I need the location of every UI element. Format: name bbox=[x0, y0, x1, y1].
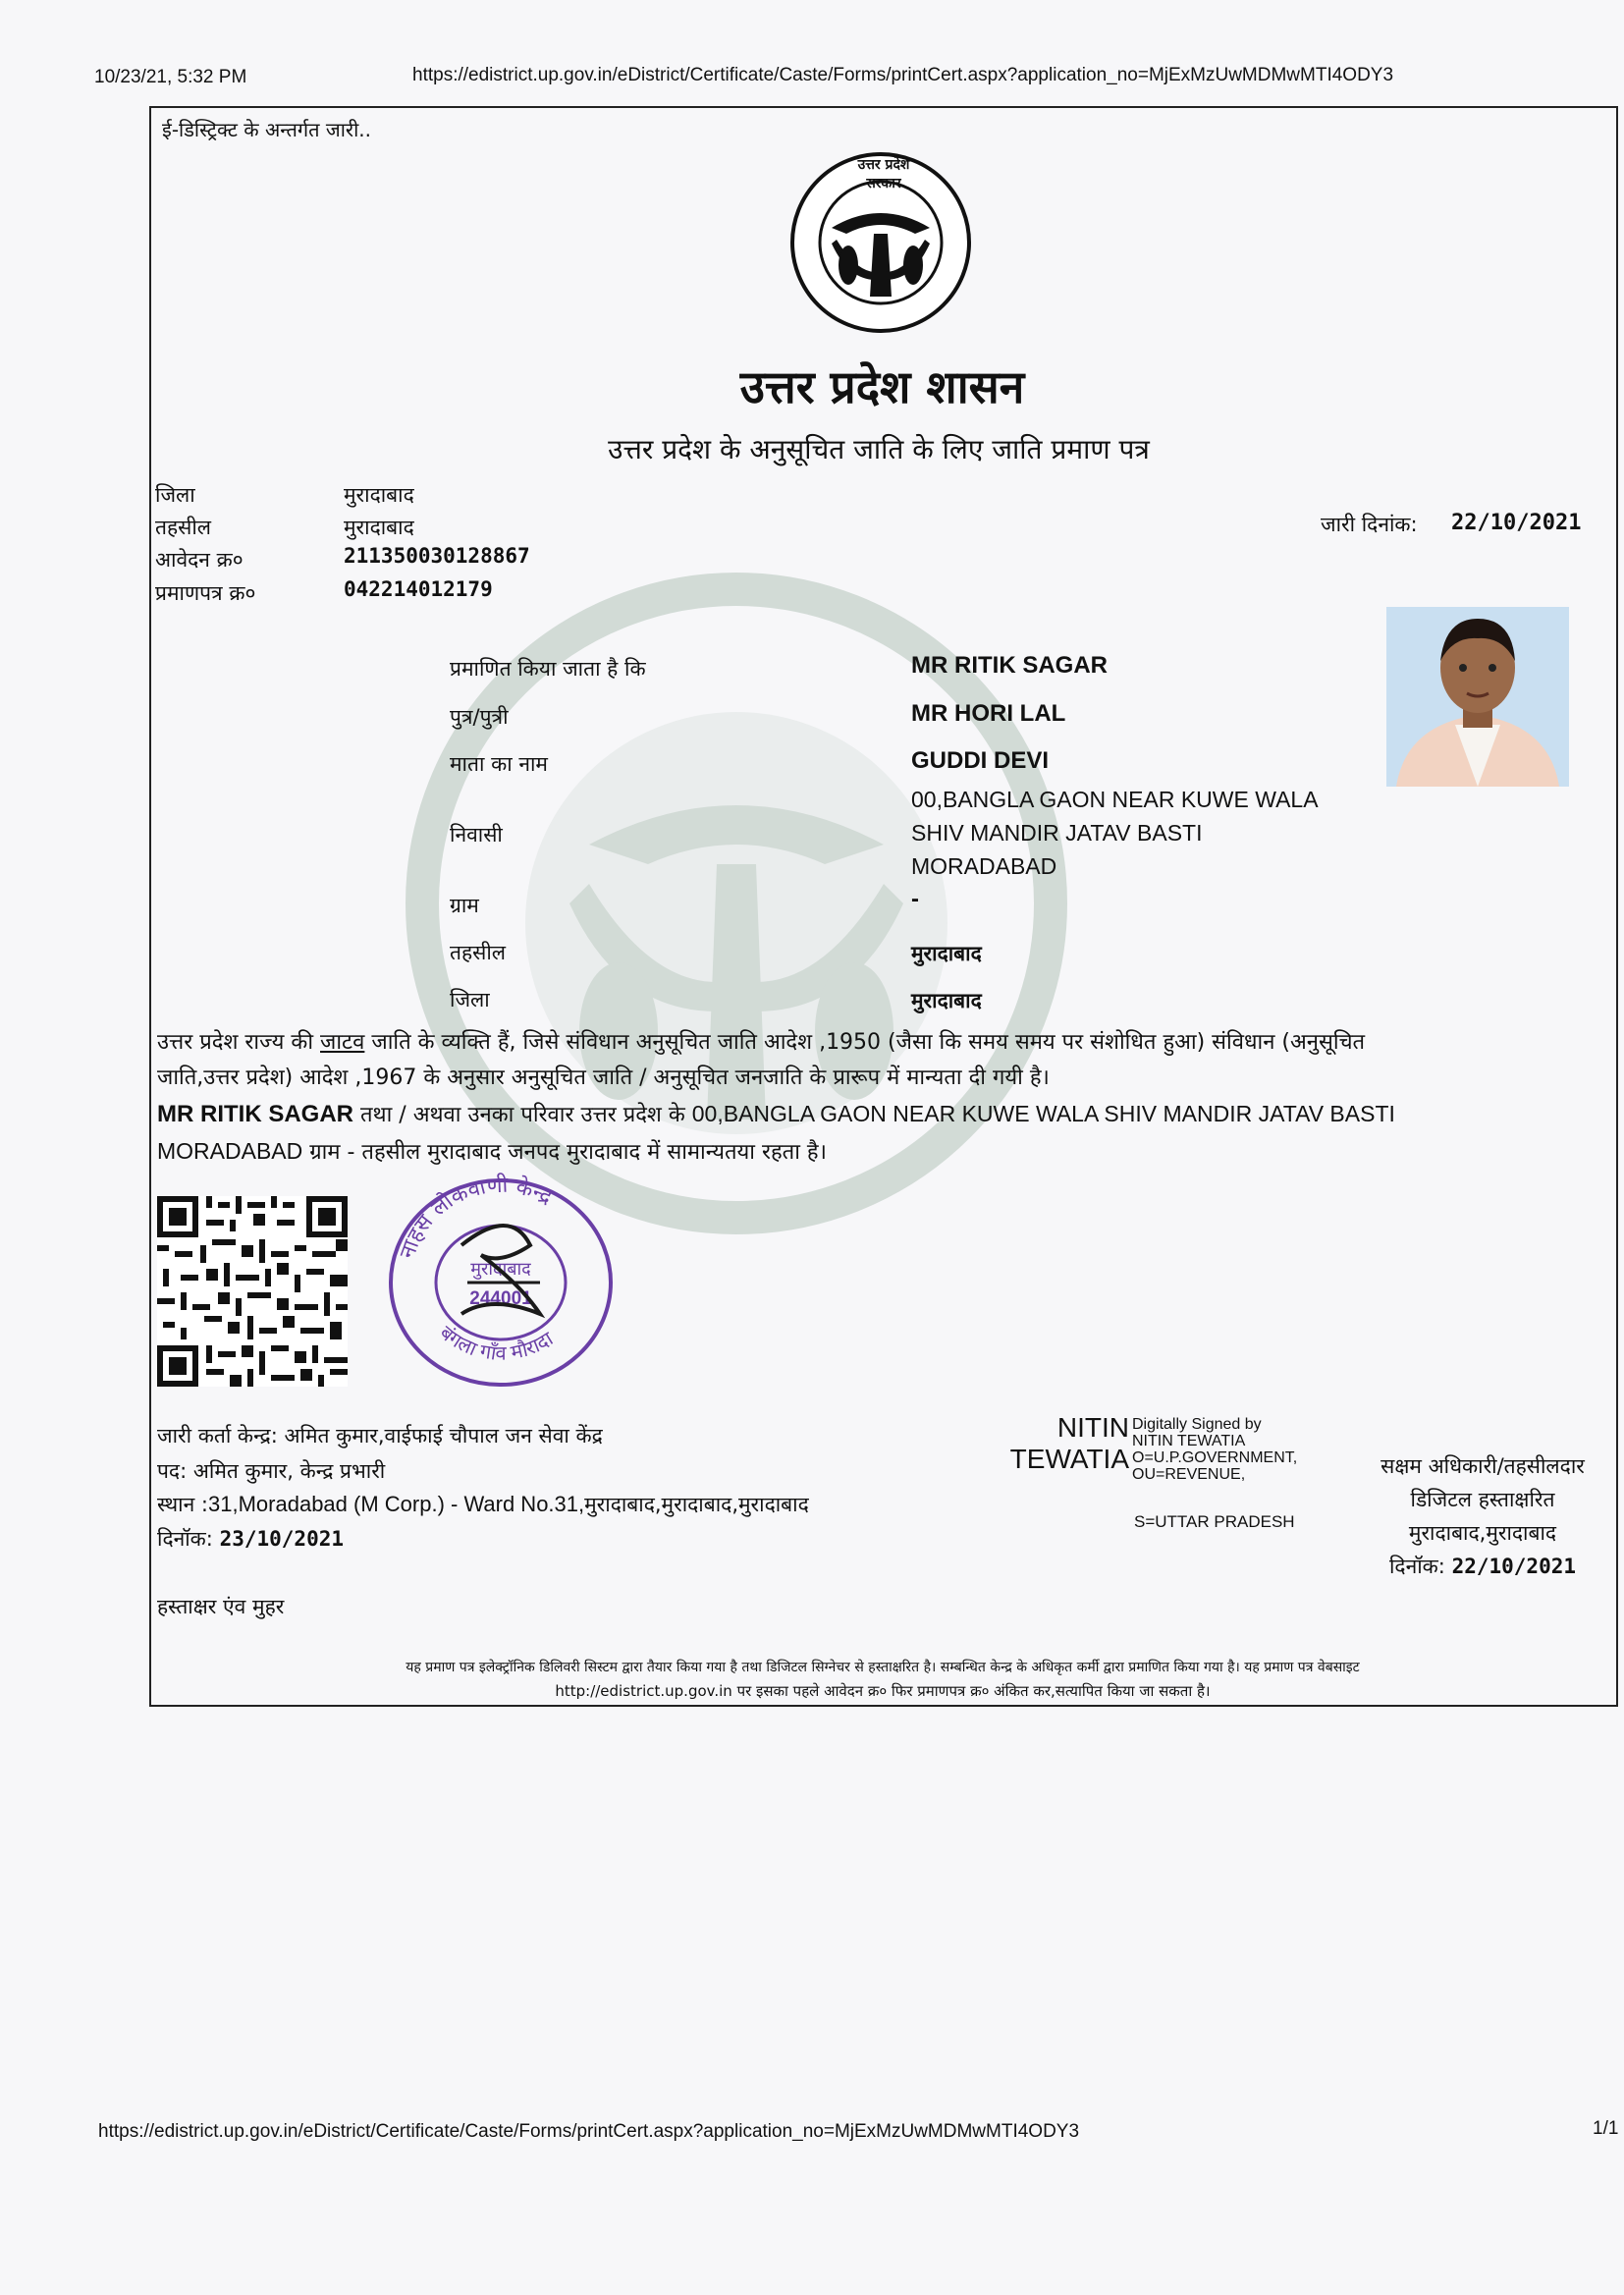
father-name: MR HORI LAL bbox=[911, 700, 1066, 727]
paragraph-line4-en: MORADABAD bbox=[157, 1138, 303, 1164]
applicant-name: MR RITIK SAGAR bbox=[911, 652, 1108, 679]
mother-label: माता का नाम bbox=[450, 752, 548, 776]
print-page-count: 1/1 bbox=[1593, 2118, 1619, 2139]
signed-by-line1: Digitally Signed by bbox=[1132, 1416, 1262, 1433]
village-value: - bbox=[911, 886, 919, 912]
issue-date-label: जारी दिनांक: bbox=[1321, 513, 1418, 536]
application-no-value: 211350030128867 bbox=[344, 544, 530, 568]
digital-signature-block bbox=[1132, 1416, 1297, 1483]
address-line2: SHIV MANDIR JATAV BASTI bbox=[911, 820, 1203, 846]
tehsil-value: मुरादाबाद bbox=[344, 516, 414, 539]
paragraph-line1-a: उत्तर प्रदेश राज्य की bbox=[157, 1030, 321, 1055]
tehsil-label: तहसील bbox=[155, 516, 211, 539]
issuer-place-en: 31,Moradabad (M Corp.) - Ward No.31, bbox=[208, 1492, 585, 1516]
person-tehsil-value: मुरादाबाद bbox=[911, 942, 982, 965]
issuer-date bbox=[157, 1525, 344, 1553]
address-line1: 00,BANGLA GAON NEAR KUWE WALA bbox=[911, 787, 1319, 812]
authority-digital-signed: डिजिटल हस्ताक्षरित bbox=[1410, 1488, 1555, 1511]
application-no-label: आवेदन क्र० bbox=[155, 548, 244, 572]
applicant-photo bbox=[1386, 607, 1569, 787]
issuer-place bbox=[157, 1491, 809, 1518]
footer-note-line1: यह प्रमाण पत्र इलेक्ट्रॉनिक डिलिवरी सिस्टम द्वारा तैयार किया गया है तथा डिजिटल सिग्नेचर से हस्ताक्षरित है। सम्बन्धित केन्द्र के अधिकृत कर्मी द्वारा प्रमाणित किया गया है। यह प्रमाण पत्र वेबसाइट bbox=[406, 1660, 1360, 1675]
seal-ring-bottom-text: बंगला गाँव मौरादा bbox=[435, 1320, 558, 1365]
authority-title: सक्षम अधिकारी/तहसीलदार bbox=[1380, 1454, 1585, 1478]
signature-ou: OU=REVENUE, bbox=[1132, 1466, 1246, 1483]
mother-name: GUDDI DEVI bbox=[911, 747, 1050, 774]
paragraph-line4 bbox=[157, 1133, 1600, 1171]
signature-seal-label: हस्ताक्षर एंव मुहर bbox=[157, 1595, 285, 1618]
print-url-bottom[interactable]: https://edistrict.up.gov.in/eDistrict/Certificate/Caste/Forms/printCert.aspx?application_no=MjExMzUwMDMwMTI4ODY3 bbox=[98, 2121, 1080, 2142]
page-title: उत्तर प्रदेश शासन bbox=[739, 360, 1025, 413]
paragraph-name: MR RITIK SAGAR bbox=[157, 1101, 353, 1127]
resident-label: निवासी bbox=[450, 823, 503, 847]
certificate-no-value: 042214012179 bbox=[344, 577, 493, 601]
issuer-post-value: अमित कुमार, केन्द्र प्रभारी bbox=[192, 1459, 386, 1483]
issuer-place-label: स्थान : bbox=[157, 1493, 209, 1516]
person-district-label: जिला bbox=[450, 988, 490, 1011]
issuer-center-value: अमित कुमार,वाईफाई चौपाल जन सेवा केंद्र bbox=[284, 1424, 603, 1448]
village-label: ग्राम bbox=[450, 894, 479, 917]
paragraph-line2: जाति,उत्तर प्रदेश) आदेश ,1967 के अनुसार अनुसूचित जाति / अनुसूचित जनजाति के प्रारूप में मान्यता दी गयी है। bbox=[157, 1066, 1050, 1090]
signature-state: S=UTTAR PRADESH bbox=[1134, 1512, 1295, 1531]
certificate-no-label: प्रमाणपत्र क्र० bbox=[155, 581, 256, 605]
signer-name-large bbox=[998, 1412, 1129, 1475]
certified-label: प्रमाणित किया जाता है कि bbox=[450, 657, 646, 681]
issuer-center bbox=[157, 1422, 603, 1449]
issuer-date-value: 23/10/2021 bbox=[219, 1527, 345, 1551]
signed-by-line2: NITIN TEWATIA bbox=[1132, 1433, 1246, 1449]
paragraph-line4-hi: ग्राम - तहसील मुरादाबाद जनपद मुरादाबाद में सामान्यतया रहता है। bbox=[302, 1140, 827, 1165]
paragraph-line1 bbox=[157, 1025, 1600, 1061]
signer-name-line2: TEWATIA bbox=[1009, 1444, 1129, 1474]
father-label: पुत्र/पुत्री bbox=[450, 705, 509, 729]
footer-note-line2: http://edistrict.up.gov.in पर इसका पहले आवेदन क्र० फिर प्रमाणपत्र क्र० अंकित कर,सत्यापित किया जा सकता है। bbox=[555, 1682, 1211, 1700]
center-seal-stamp bbox=[383, 1167, 619, 1389]
certificate-footer-note bbox=[157, 1656, 1608, 1703]
district-value: मुरादाबाद bbox=[344, 483, 414, 507]
issuer-post-label: पद: bbox=[157, 1459, 188, 1483]
paragraph-line1-b: जाति के व्यक्ति हैं, जिसे संविधान अनुसूचित जाति आदेश ,1950 (जैसा कि समय समय पर संशोधित हुआ) संविधान (अनुसूचित bbox=[364, 1030, 1366, 1055]
issuer-post bbox=[157, 1457, 385, 1485]
print-datetime: 10/23/21, 5:32 PM bbox=[94, 67, 247, 87]
seal-center-pin: 244001 bbox=[469, 1288, 532, 1309]
issuer-center-label: जारी कर्ता केन्द्र: bbox=[157, 1424, 278, 1448]
caste-name: जाटव bbox=[320, 1030, 365, 1055]
issue-date-value: 22/10/2021 bbox=[1451, 511, 1582, 535]
signer-name-line1: NITIN bbox=[1056, 1412, 1129, 1443]
signature-org: O=U.P.GOVERNMENT, bbox=[1132, 1449, 1298, 1466]
page-subtitle: उत्तर प्रदेश के अनुसूचित जाति के लिए जाति प्रमाण पत्र bbox=[608, 433, 1150, 465]
seal-ring-top-text: नाहस लोकवाणी केन्द्र bbox=[395, 1173, 557, 1263]
paragraph-line3 bbox=[157, 1096, 1600, 1133]
emblem-text: उत्तर प्रदेश सरकार bbox=[857, 157, 910, 191]
authority-block bbox=[1355, 1449, 1610, 1583]
address-line3: MORADABAD bbox=[911, 853, 1057, 879]
issued-under-text: ई-डिस्ट्रिक्ट के अन्तर्गत जारी.. bbox=[162, 118, 371, 141]
issuer-date-label: दिनॉक: bbox=[157, 1527, 213, 1551]
issuer-place-hi: मुरादाबाद,मुरादाबाद,मुरादाबाद bbox=[584, 1493, 809, 1516]
authority-date-value: 22/10/2021 bbox=[1451, 1555, 1576, 1578]
person-tehsil-label: तहसील bbox=[450, 941, 506, 964]
seal-center-city: मुरादाबाद bbox=[470, 1259, 531, 1280]
person-district-value: मुरादाबाद bbox=[911, 989, 982, 1012]
print-url-top[interactable]: https://edistrict.up.gov.in/eDistrict/Certificate/Caste/Forms/printCert.aspx?application_no=MjExMzUwMDMwMTI4ODY3 bbox=[412, 65, 1394, 85]
paragraph-line3-hi: तथा / अथवा उनका परिवार उत्तर प्रदेश के bbox=[353, 1103, 692, 1127]
verification-qr-code bbox=[157, 1196, 348, 1387]
authority-date-label: दिनॉक: bbox=[1388, 1555, 1445, 1578]
paragraph-line3-en: 00,BANGLA GAON NEAR KUWE WALA SHIV MANDIR JATAV BASTI bbox=[691, 1101, 1395, 1126]
authority-date bbox=[1355, 1550, 1610, 1583]
district-label: जिला bbox=[155, 483, 195, 507]
authority-location: मुरादाबाद,मुरादाबाद bbox=[1408, 1521, 1557, 1545]
certificate-paragraph bbox=[157, 1025, 1600, 1171]
